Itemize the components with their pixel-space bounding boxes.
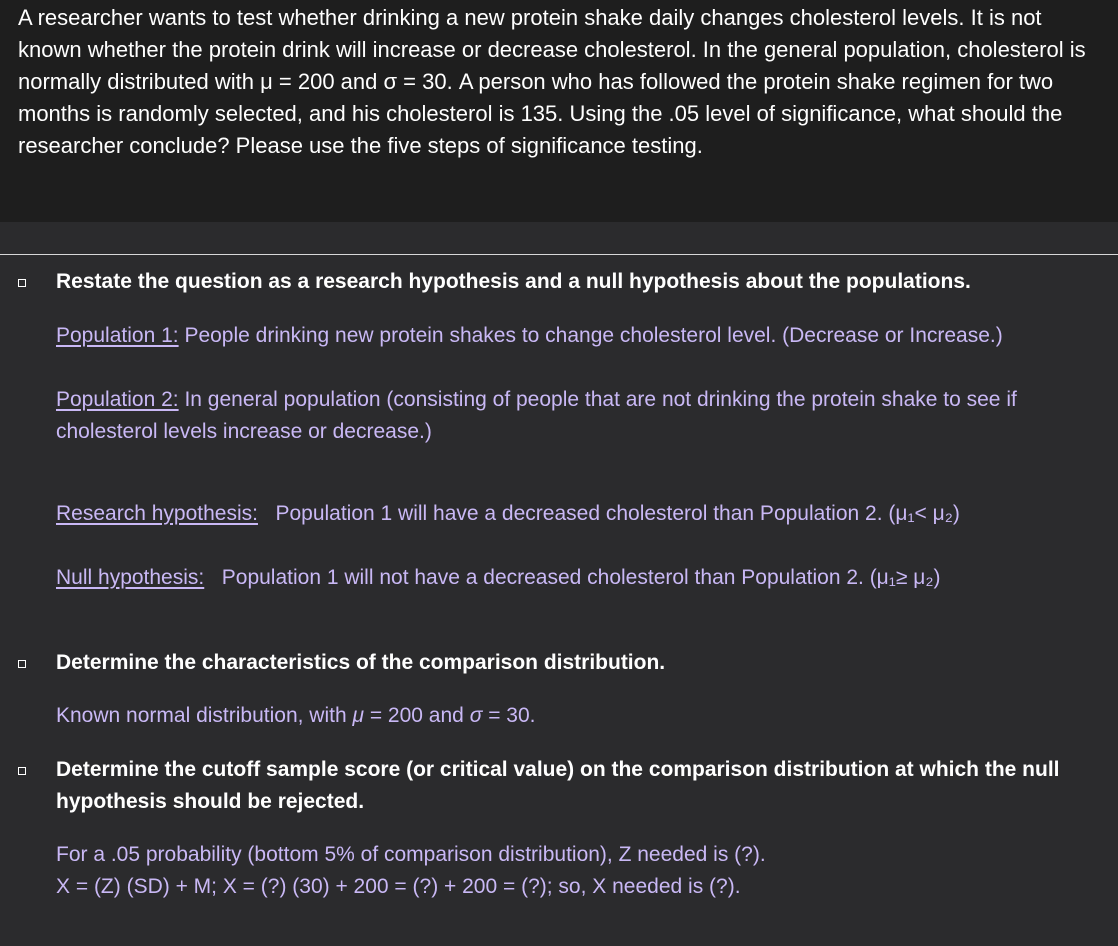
null-hypothesis-text: Population 1 will not have a decreased cholesterol than Population 2. (μ₁≥ μ₂) [204,566,941,589]
question-block [0,0,1118,222]
step2-bullet [18,660,26,668]
step2-answer-pre: Known normal distribution, with [56,704,353,727]
step2-answer-mid: = 200 and [364,704,470,727]
step1-bullet [18,279,26,287]
population-2-label: Population 2: [56,388,179,411]
step3-line-2: X = (Z) (SD) + M; X = (?) (30) + 200 = (?) + 200 = (?); so, X needed is (?). [56,875,741,898]
step1-title: Restate the question as a research hypothesis and a null hypothesis about the populations. [56,270,971,293]
null-hypothesis [56,562,1096,594]
step2-answer-end: = 30. [482,704,536,727]
population-1 [56,320,1096,352]
divider [0,254,1118,255]
step2-title: Determine the characteristics of the comparison distribution. [56,651,666,674]
population-1-label: Population 1: [56,324,179,347]
population-2 [56,384,1096,448]
step3-title: Determine the cutoff sample score (or critical value) on the comparison distribution at which the null hypothesis should be rejected. [56,758,1060,813]
sigma-symbol: σ [469,704,483,727]
population-1-text: People drinking new protein shakes to change cholesterol level. (Decrease or Increase.) [178,324,1003,347]
null-hypothesis-label: Null hypothesis: [56,566,205,589]
research-hypothesis-label: Research hypothesis: [56,502,258,525]
step3-line-1: For a .05 probability (bottom 5% of comparison distribution), Z needed is (?). [56,843,766,866]
research-hypothesis-text: Population 1 will have a decreased cholesterol than Population 2. (μ₁< μ₂) [257,502,960,525]
step3-bullet [18,767,26,775]
mu-symbol: μ [352,704,364,727]
step2-answer [56,700,1096,732]
question-text: A researcher wants to test whether drinking a new protein shake daily changes cholesterol levels. It is not known whether the protein drink will increase or decrease cholesterol. In the general population, cholesterol is normally distributed with μ = 200 and σ = 30. A person who has followed the protein shake regimen for two months is randomly selected, and his cholesterol is 135. Using the .05 level of significance, what should the researcher conclude? Please use the five steps of significance testing. [18,5,1086,158]
research-hypothesis [56,498,1096,530]
population-2-text: In general population (consisting of people that are not drinking the protein shake to see if cholesterol levels increase or decrease.) [56,388,1017,443]
